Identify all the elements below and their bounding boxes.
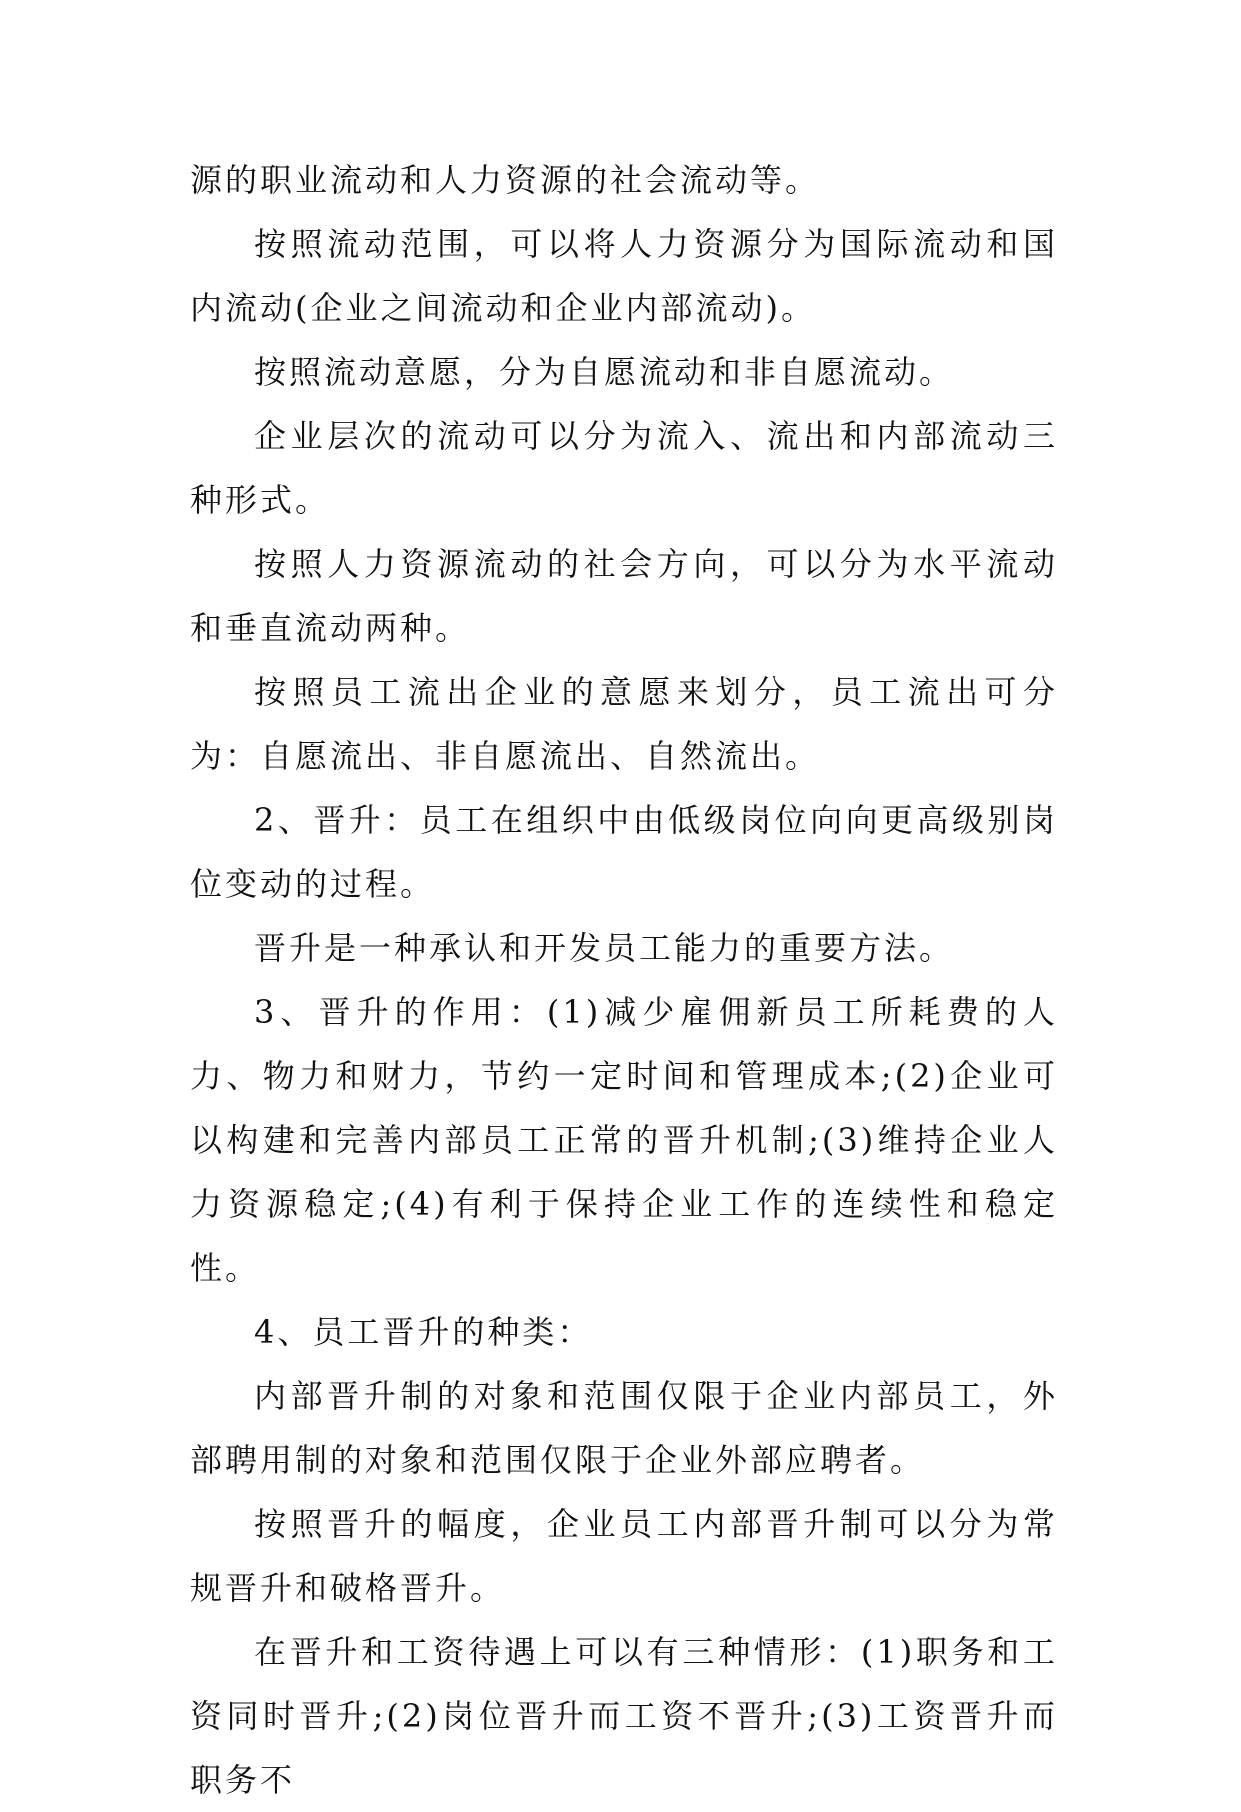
paragraph-12: 按照晋升的幅度，企业员工内部晋升制可以分为常规晋升和破格晋升。 <box>190 1505 1058 1607</box>
paragraph-2: 按照流动范围，可以将人力资源分为国际流动和国内流动(企业之间流动和企业内部流动)。 <box>190 225 1058 327</box>
paragraph-6: 按照员工流出企业的意愿来划分，员工流出可分为：自愿流出、非自愿流出、自然流出。 <box>190 673 1058 775</box>
paragraph-8: 晋升是一种承认和开发员工能力的重要方法。 <box>254 929 955 967</box>
paragraph-4: 企业层次的流动可以分为流入、流出和内部流动三种形式。 <box>190 417 1058 519</box>
paragraph-7: 2、晋升：员工在组织中由低级岗位向向更高级别岗位变动的过程。 <box>190 801 1058 903</box>
paragraph-9: 3、晋升的作用：(1)减少雇佣新员工所耗费的人力、物力和财力，节约一定时间和管理成本;(2)企业可以构建和完善内部员工正常的晋升机制;(3)维持企业人力资源稳定;(4)有利于保持企业工作的连续性和稳定性。 <box>190 993 1058 1287</box>
paragraph-3: 按照流动意愿，分为自愿流动和非自愿流动。 <box>254 353 955 391</box>
paragraph-10: 4、员工晋升的种类： <box>254 1313 593 1351</box>
paragraph-13: 在晋升和工资待遇上可以有三种情形：(1)职务和工资同时晋升;(2)岗位晋升而工资不晋升;(3)工资晋升而职务不 <box>190 1633 1058 1799</box>
document-body <box>190 148 1058 1812</box>
paragraph-11: 内部晋升制的对象和范围仅限于企业内部员工，外部聘用制的对象和范围仅限于企业外部应聘者。 <box>190 1377 1058 1479</box>
paragraph-5: 按照人力资源流动的社会方向，可以分为水平流动和垂直流动两种。 <box>190 545 1058 647</box>
paragraph-1: 源的职业流动和人力资源的社会流动等。 <box>190 161 821 199</box>
